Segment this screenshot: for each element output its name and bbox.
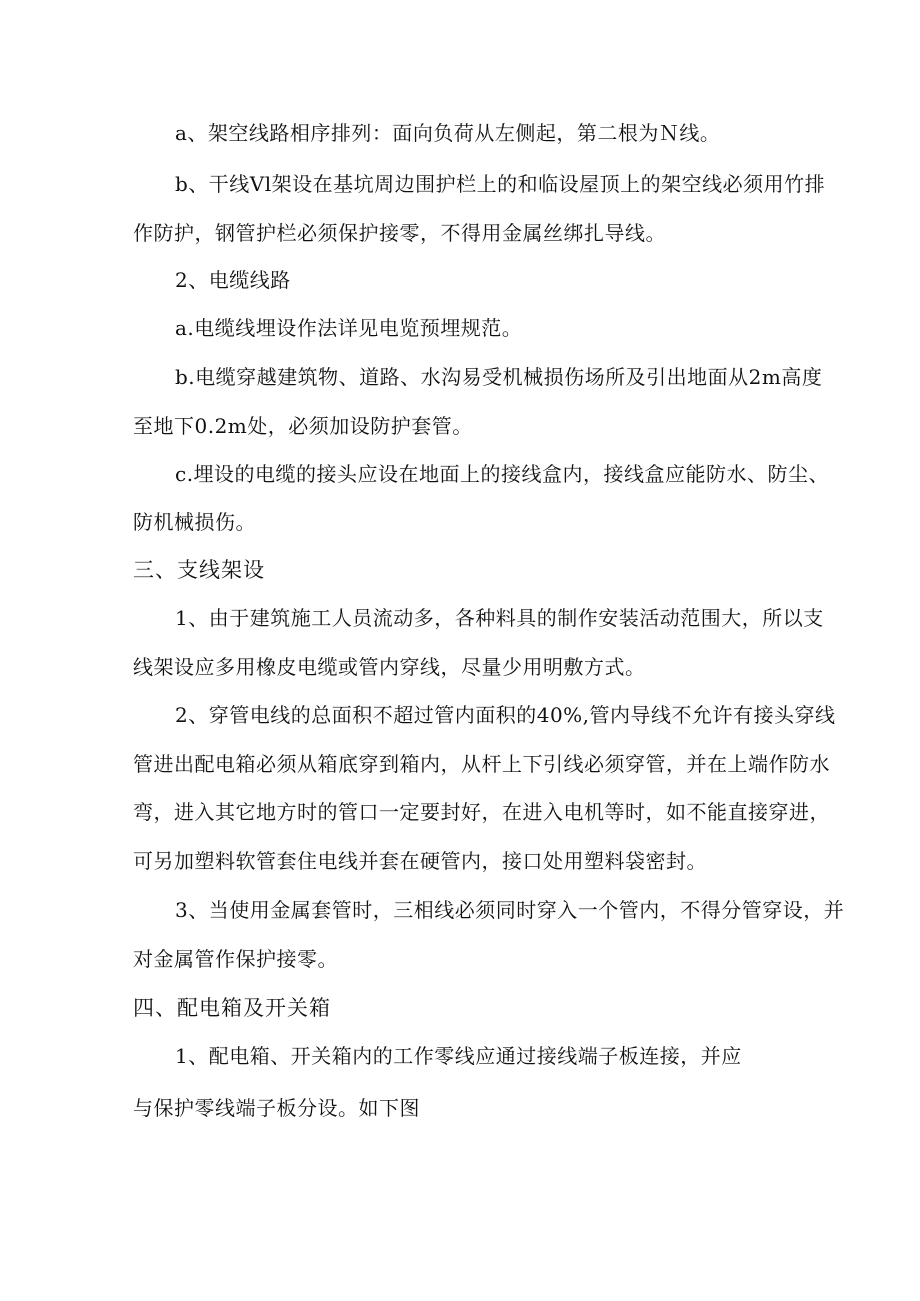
paragraph-line: 1、配电箱、开关箱内的工作零线应通过接线端子板连接，并应 (175, 1044, 742, 1068)
paragraph-line: 弯，进入其它地方时的管口一定要封好，在进入电机等时，如不能直接穿进， (133, 800, 830, 824)
paragraph-line: c.埋设的电缆的接头应设在地面上的接线盒内，接线盒应能防水、防尘、 (175, 462, 830, 486)
paragraph-line: b、干线Vl架设在基坑周边围护栏上的和临设屋顶上的架空线必须用竹排 (175, 172, 826, 196)
paragraph-line: 线架设应多用橡皮电缆或管内穿线，尽量少用明敷方式。 (133, 655, 646, 679)
paragraph-line: 对金属管作保护接零。 (133, 947, 338, 971)
section-heading: 三、支线架设 (133, 558, 265, 582)
paragraph-line: 1、由于建筑施工人员流动多，各种料具的制作安装活动范围大，所以支 (175, 606, 824, 630)
section-heading: 四、配电箱及开关箱 (133, 996, 331, 1020)
paragraph-line: b.电缆穿越建筑物、道路、水沟易受机械损伤场所及引出地面从2m高度 (175, 365, 823, 389)
paragraph-line: 与保护零线端子板分设。如下图 (133, 1096, 420, 1120)
paragraph-line: 3、当使用金属套管时，三相线必须同时穿入一个管内，不得分管穿设，并 (175, 898, 845, 922)
paragraph-line: 管进出配电箱必须从箱底穿到箱内，从杆上下引线必须穿管，并在上端作防水 (133, 752, 830, 776)
paragraph-line: 至地下0.2m处，必须加设防护套管。 (133, 414, 473, 438)
paragraph-line: a.电缆线埋设作法详见电览预埋规范。 (175, 316, 523, 340)
paragraph-line: 可另加塑料软管套住电线并套在硬管内，接口处用塑料袋密封。 (133, 849, 707, 873)
section-subheading: 2、电缆线路 (175, 268, 291, 292)
paragraph-line: 2、穿管电线的总面积不超过管内面积的40%,管内导线不允许有接头穿线 (175, 703, 836, 727)
paragraph-line: 作防护，钢管护栏必须保护接零，不得用金属丝绑扎导线。 (133, 221, 666, 245)
paragraph-line: a、架空线路相序排列：面向负荷从左侧起，第二根为Ｎ线。 (175, 121, 721, 145)
paragraph-line: 防机械损伤。 (133, 510, 256, 534)
